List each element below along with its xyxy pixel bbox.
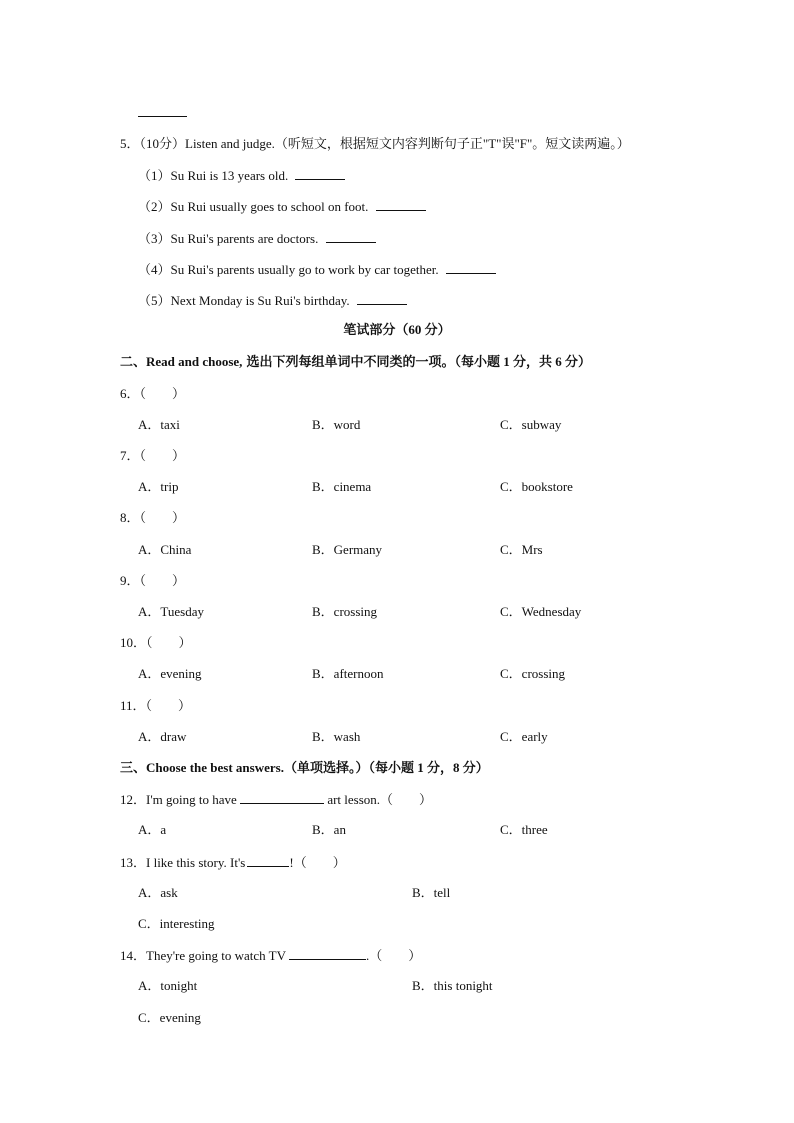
item-text: （5）Next Monday is Su Rui's birthday. bbox=[138, 293, 350, 308]
question-8-option-b[interactable]: B．Germany bbox=[312, 542, 383, 557]
question-10-option-c[interactable]: C．crossing bbox=[500, 666, 566, 681]
heading-cn: 选出下列每组单词中不同类的一项。（每小题 1 分，共 6 分） bbox=[246, 354, 591, 369]
blank-line bbox=[138, 104, 187, 117]
answer-blank bbox=[295, 167, 345, 180]
question-5-item-2 bbox=[138, 198, 426, 215]
answer-blank bbox=[240, 791, 324, 804]
question-6-option-b[interactable]: B．word bbox=[312, 417, 361, 432]
question-7-option-a[interactable]: A．trip bbox=[138, 479, 179, 494]
question-7-option-c[interactable]: C．bookstore bbox=[500, 479, 573, 494]
question-14-stem bbox=[120, 947, 421, 964]
question-6-option-c[interactable]: C．subway bbox=[500, 417, 562, 432]
question-12-stem bbox=[120, 791, 432, 808]
answer-blank bbox=[138, 104, 187, 121]
stem-text: 12．I'm going to have bbox=[120, 792, 237, 807]
question-8-option-a[interactable]: A．China bbox=[138, 542, 192, 557]
question-9-stem: 9．（ ） bbox=[120, 573, 186, 588]
question-11-option-c[interactable]: C．early bbox=[500, 729, 548, 744]
stem-text: 14．They're going to watch TV bbox=[120, 948, 286, 963]
question-14-option-b[interactable]: B．this tonight bbox=[412, 978, 493, 993]
item-text: （4）Su Rui's parents usually go to work by car together. bbox=[138, 262, 439, 277]
answer-blank bbox=[446, 261, 496, 274]
answer-blank bbox=[376, 198, 426, 211]
question-12-option-c[interactable]: C．three bbox=[500, 822, 548, 837]
question-9-option-c[interactable]: C．Wednesday bbox=[500, 604, 582, 619]
item-text: （1）Su Rui is 13 years old. bbox=[138, 168, 289, 183]
question-8-option-c[interactable]: C．Mrs bbox=[500, 542, 543, 557]
question-10-option-b[interactable]: B．afternoon bbox=[312, 666, 384, 681]
stem-text: !（ ） bbox=[289, 855, 346, 870]
section-2-heading bbox=[120, 354, 591, 370]
written-part-title: 笔试部分（60 分） bbox=[343, 322, 451, 337]
question-13-option-b[interactable]: B．tell bbox=[412, 885, 451, 900]
answer-blank bbox=[326, 230, 376, 243]
section-3-heading: 三、Choose the best answers.（单项选择。）（每小题 1 分，8 分） bbox=[120, 760, 489, 775]
question-5-item-4 bbox=[138, 261, 496, 278]
question-12-option-b[interactable]: B．an bbox=[312, 822, 346, 837]
question-7-option-b[interactable]: B．cinema bbox=[312, 479, 372, 494]
stem-text: .（ ） bbox=[366, 948, 422, 963]
question-10-stem: 10．（ ） bbox=[120, 635, 192, 650]
question-5-item-3 bbox=[138, 230, 376, 247]
question-5-item-1 bbox=[138, 167, 345, 184]
question-14-option-c[interactable]: C．evening bbox=[138, 1010, 201, 1025]
question-6-stem: 6．（ ） bbox=[120, 386, 186, 401]
question-10-option-a[interactable]: A．evening bbox=[138, 666, 202, 681]
stem-text: art lesson.（ ） bbox=[327, 792, 433, 807]
question-14-option-a[interactable]: A．tonight bbox=[138, 978, 198, 993]
question-7-stem: 7．（ ） bbox=[120, 448, 186, 463]
question-11-option-b[interactable]: B．wash bbox=[312, 729, 361, 744]
question-5-stem: 5．（10分）Listen and judge.（听短文，根据短文内容判断句子正"T"误"F"。短文读两遍。） bbox=[120, 136, 630, 151]
question-9-option-a[interactable]: A．Tuesday bbox=[138, 604, 204, 619]
answer-blank bbox=[357, 292, 407, 305]
question-13-option-a[interactable]: A．ask bbox=[138, 885, 178, 900]
question-12-option-a[interactable]: A．a bbox=[138, 822, 167, 837]
answer-blank bbox=[247, 854, 289, 867]
question-13-stem bbox=[120, 854, 346, 871]
question-13-option-c[interactable]: C．interesting bbox=[138, 916, 215, 931]
item-text: （2）Su Rui usually goes to school on foot. bbox=[138, 199, 369, 214]
question-6-option-a[interactable]: A．taxi bbox=[138, 417, 180, 432]
stem-text: 13．I like this story. It's bbox=[120, 855, 246, 870]
question-9-option-b[interactable]: B．crossing bbox=[312, 604, 378, 619]
question-5-item-5 bbox=[138, 292, 407, 309]
heading-en: 二、Read and choose, bbox=[120, 354, 243, 369]
answer-blank bbox=[289, 947, 366, 960]
question-8-stem: 8．（ ） bbox=[120, 510, 186, 525]
question-11-option-a[interactable]: A．draw bbox=[138, 729, 187, 744]
item-text: （3）Su Rui's parents are doctors. bbox=[138, 231, 319, 246]
question-11-stem: 11．（ ） bbox=[120, 698, 192, 713]
